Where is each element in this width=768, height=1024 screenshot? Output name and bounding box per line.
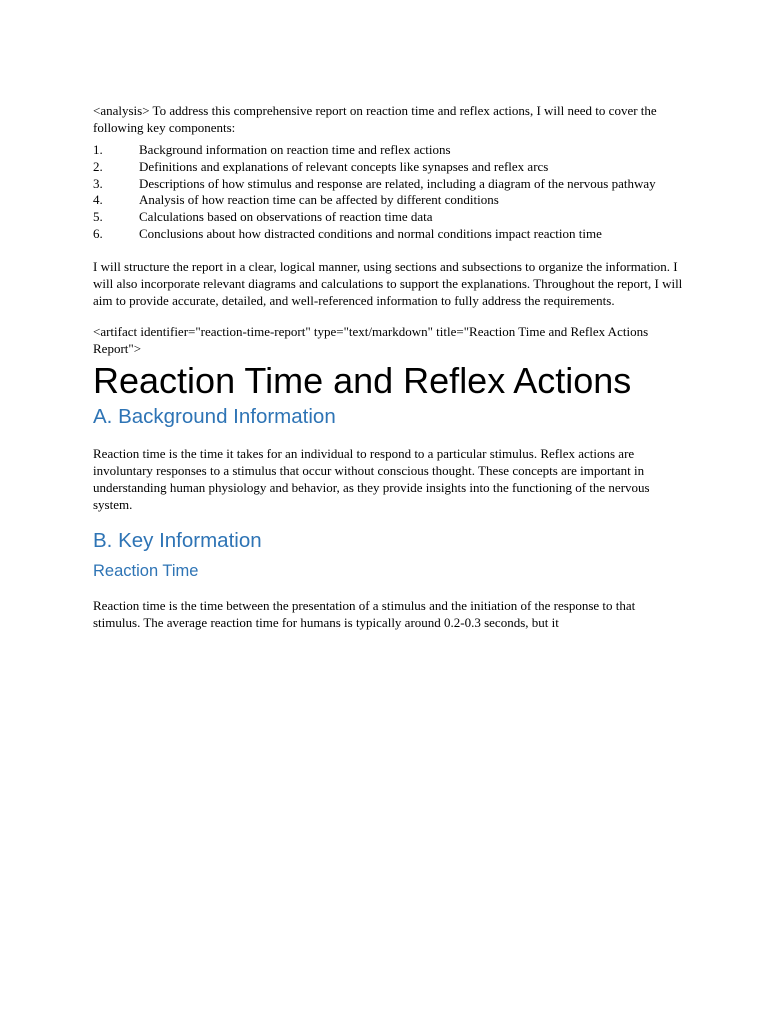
list-item-number: 1. (93, 142, 103, 157)
list-item-number: 4. (93, 192, 103, 208)
list-item (93, 226, 683, 243)
document-page (93, 102, 683, 631)
list-item (93, 176, 683, 193)
list-item (93, 159, 683, 176)
list-item (93, 142, 683, 159)
list-item-number: 2. (93, 158, 103, 174)
list-item-text: Descriptions of how stimulus and response are related, including a diagram of the nervous pathway (139, 175, 656, 191)
section-b-heading: B. Key Information (93, 528, 262, 552)
list-item-text: Calculations based on observations of reaction time data (139, 209, 433, 225)
list-item (93, 209, 683, 226)
list-item (93, 192, 683, 209)
list-item-text: Conclusions about how distracted conditions and normal conditions impact reaction time (139, 225, 602, 241)
section-a-heading: A. Background Information (93, 404, 336, 428)
analysis-intro: <analysis> To address this comprehensive report on reaction time and reflex actions, I will need to cover the following key components: (93, 103, 657, 135)
list-item-text: Analysis of how reaction time can be affected by different conditions (139, 192, 499, 208)
report-title: Reaction Time and Reflex Actions (93, 359, 632, 401)
list-item-number: 6. (93, 225, 103, 241)
artifact-tag: <artifact identifier="reaction-time-report" type="text/markdown" title="Reaction Time and Reflex Actions Report"> (93, 323, 649, 356)
list-item-text: Background information on reaction time and reflex actions (139, 142, 451, 157)
list-item-number: 5. (93, 209, 103, 225)
list-item-text: Definitions and explanations of relevant concepts like synapses and reflex arcs (139, 158, 549, 174)
list-item-number: 3. (93, 175, 103, 191)
analysis-plan: I will structure the report in a clear, logical manner, using sections and subsections to organize the information. I will also incorporate relevant diagrams and calculations to support the explanations. Throughout the report, I will aim to provide accurate, detailed, and well-referenced information to fully address the requirements. (93, 258, 683, 308)
reaction-time-subheading: Reaction Time (93, 561, 199, 580)
component-list (93, 142, 683, 243)
section-a-body: Reaction time is the time it takes for an individual to respond to a particular stimulus. Reflex actions are involuntary responses to a stimulus that occur without conscious thought. These concepts are important in understanding human physiology and behavior, as they provide insights into the functioning of the nervous system. (93, 445, 650, 512)
reaction-time-body: Reaction time is the time between the presentation of a stimulus and the initiation of the response to that stimulus. The average reaction time for humans is typically around 0.2-0.3 seconds, but it (93, 597, 636, 630)
